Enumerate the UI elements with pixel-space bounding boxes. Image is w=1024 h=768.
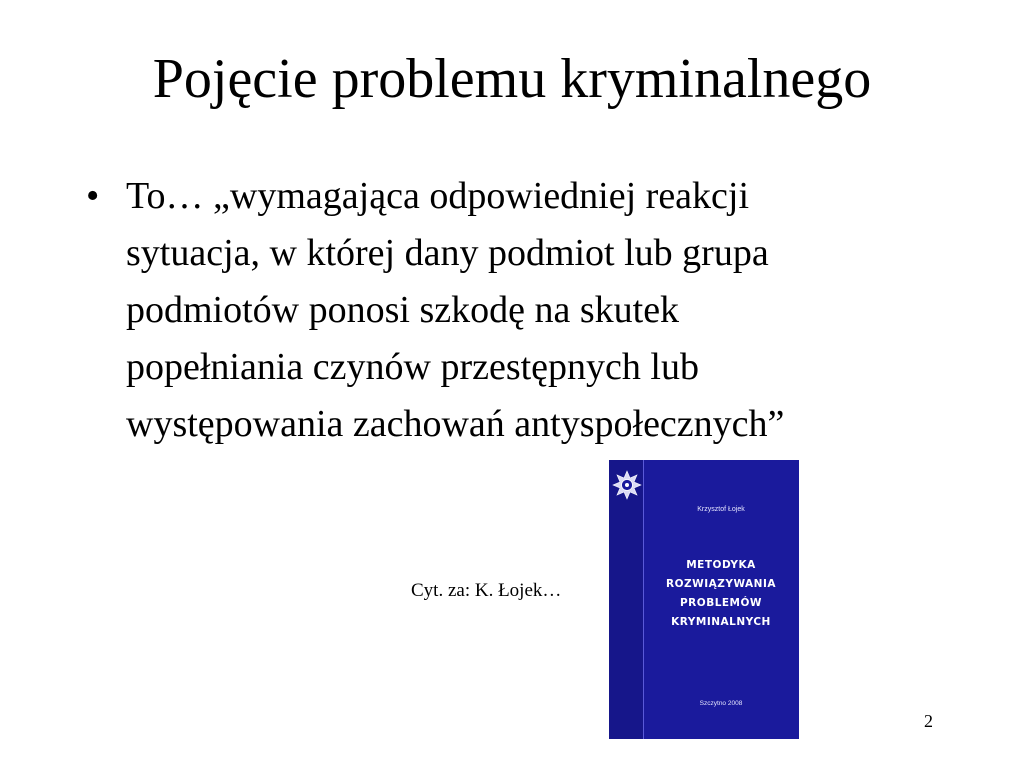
book-title [643,556,799,632]
book-title-line: ROZWIĄZYWANIA [665,578,776,590]
quote-line: To… „wymagająca odpowiedniej reakcji [126,175,750,217]
citation-caption: Cyt. za: K. Łojek… [411,580,562,601]
slide-title: Pojęcie problemu kryminalnego [152,48,872,110]
quote-line: podmiotów ponosi szkodę na skutek [126,289,680,331]
quote-line: sytuacja, w której dany podmiot lub grupa [126,232,769,274]
bullet-quote-text [126,168,946,453]
book-title-line: KRYMINALNYCH [671,616,771,628]
bullet-item [86,168,946,453]
bullet-dot-icon: • [86,175,100,217]
quote-line: popełniania czynów przestępnych lub [126,346,699,388]
book-cover-image [609,460,799,739]
bullet-list [86,168,946,453]
slide-number: 2 [924,711,933,731]
book-title-line: METODYKA [686,559,756,571]
book-title-line: PROBLEMÓW [679,597,763,609]
book-spine [609,460,644,739]
book-place-year: Szczytno 2008 [699,700,743,707]
book-author: Krzysztof Łojek [697,506,745,513]
police-star-emblem-icon [612,470,642,500]
quote-line: występowania zachowań antyspołecznych” [126,403,785,445]
